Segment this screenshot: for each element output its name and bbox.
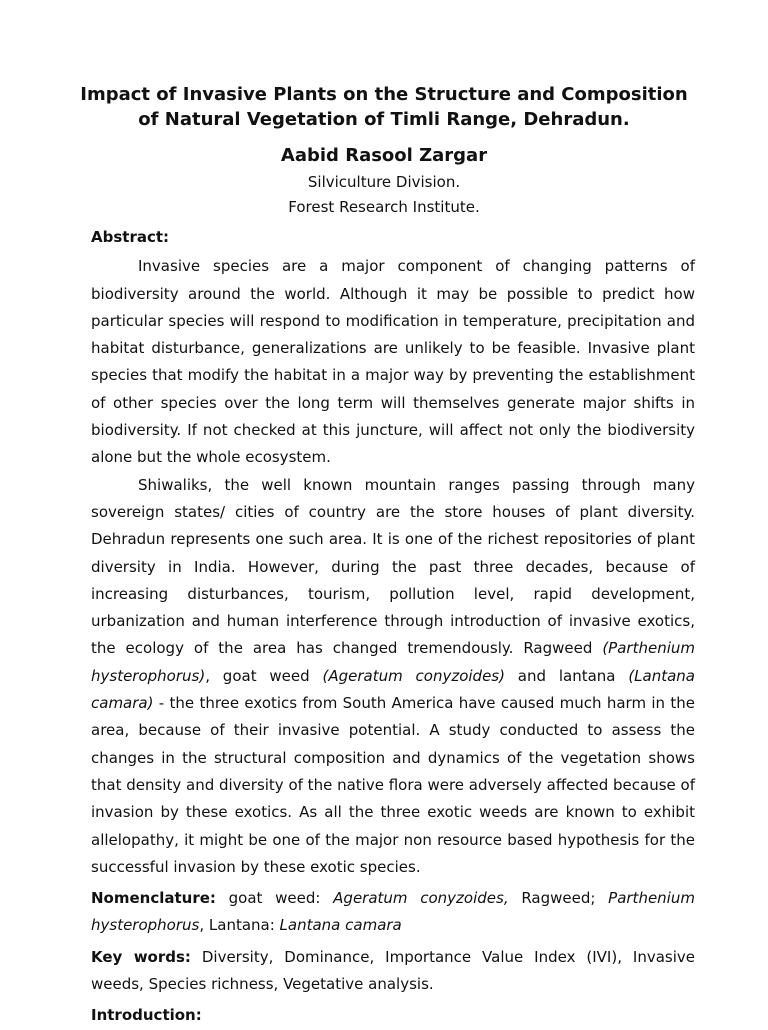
abstract-paragraph-2 xyxy=(91,472,695,881)
affiliation-division: Silviculture Division. xyxy=(307,173,461,191)
paper-body xyxy=(91,224,695,1030)
nomenclature-species-ageratum: Ageratum conyzoides, xyxy=(333,889,509,908)
para2-text-a: Shiwaliks, the well known mountain ranges passing through many sovereign states/ cities of country are the store houses of plant diversity. Dehradun represents one such area. It is one of the richest repositories of plant diversity in India. However, during the past three decades, because of increasing disturbances, tourism, pollution level, rapid development, urbanization and human interference through introduction of invasive exotics, the ecology of the area has changed tremendously. Ragweed xyxy=(91,475,695,658)
abstract-heading: Abstract: xyxy=(91,228,170,246)
nomenclature-text-e: , Lantana: xyxy=(199,916,280,935)
nomenclature-species-lantana: Lantana camara xyxy=(279,916,402,935)
nomenclature-species-parthenium: Parthenium hysterophorus xyxy=(91,889,695,935)
para2-species-lantana: (Lantana camara) xyxy=(91,666,695,713)
keywords-line xyxy=(91,944,695,999)
para2-species-parthenium: (Parthenium hysterophorus) xyxy=(91,639,695,685)
keywords-label: Key words: xyxy=(91,947,191,966)
nomenclature-text-c: Ragweed; xyxy=(508,889,609,908)
para2-text-c: , goat weed xyxy=(205,666,323,685)
para2-species-ageratum: (Ageratum conyzoides) xyxy=(322,666,505,685)
nomenclature-line xyxy=(91,885,695,940)
nomenclature-text-a: goat weed: xyxy=(215,889,334,908)
keywords-text: Diversity, Dominance, Importance Value Index (IVI), Invasive weeds, Species richness, Vegetative analysis. xyxy=(91,947,695,994)
abstract-paragraph-1: Invasive species are a major component of changing patterns of biodiversity around the world. Although it may be possible to predict how particular species will respond to modification in temperature, precipitation and habitat disturbance, generalizations are unlikely to be feasible. Invasive plant species that modify the habitat in a major way by preventing the establishment of other species over the long term will themselves generate major shifts in biodiversity. If not checked at this juncture, will affect not only the biodiversity alone but the whole ecosystem. xyxy=(91,257,695,467)
title-line-1: Impact of Invasive Plants on the Structure and Composition xyxy=(80,84,688,105)
title-line-2: of Natural Vegetation of Timli Range, Dehradun. xyxy=(138,109,630,130)
affiliation-institute: Forest Research Institute. xyxy=(288,198,480,216)
para2-text-g: - the three exotics from South America have caused much harm in the area, because of their invasive potential. A study conducted to assess the changes in the structural composition and dynamics of the vegetation shows that density and diversity of the native flora were adversely affected because of invasion by these exotics. As all the three exotic weeds are known to exhibit allelopathy, it might be one of the major non resource based hypothesis for the successful invasion by these exotic species. xyxy=(91,694,695,876)
para2-text-e: and lantana xyxy=(504,666,629,685)
author-name: Aabid Rasool Zargar xyxy=(280,145,488,166)
affiliation xyxy=(72,170,696,220)
introduction-heading: Introduction: xyxy=(91,1006,202,1025)
paper-title xyxy=(72,82,696,132)
nomenclature-label: Nomenclature: xyxy=(91,889,216,908)
